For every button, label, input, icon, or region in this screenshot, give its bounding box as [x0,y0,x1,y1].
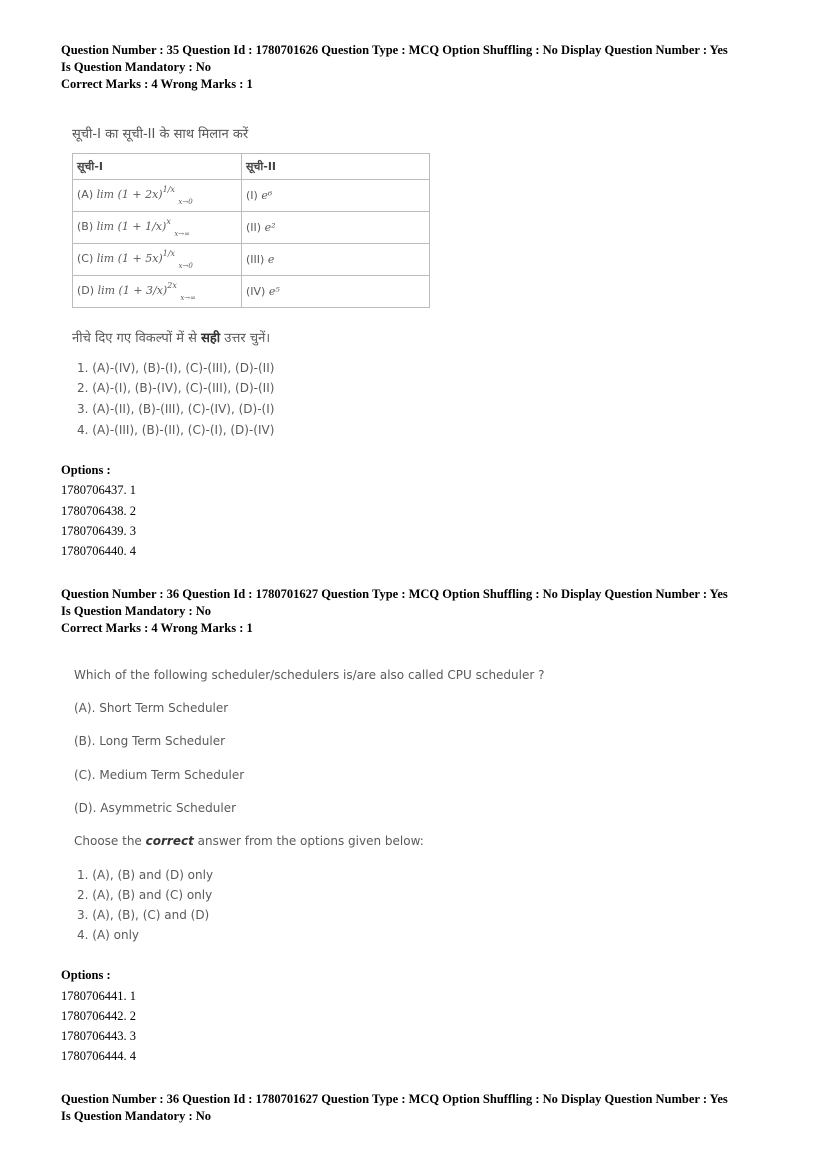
q35-header [61,42,781,93]
result-expression: e [267,253,275,266]
q36-option-3: 1780706443. 3 [61,1029,136,1043]
q35-answer-4: 4. (A)-(III), (B)-(II), (C)-(I), (D)-(IV) [77,423,275,437]
q36-answer-3: 3. (A), (B), (C) and (D) [77,908,210,922]
q35-options-title: Options : [61,463,111,477]
q35-option-1: 1780706437. 1 [61,483,136,497]
row-label: (B) [77,220,94,233]
row-label: (A) [77,188,94,201]
q36-answer-2: 2. (A), (B) and (C) only [77,888,213,902]
q36-item-a: (A). Short Term Scheduler [74,701,229,715]
q35-row-c-left [73,244,242,276]
q35-answer-2: 2. (A)-(I), (B)-(IV), (C)-(III), (D)-(II) [77,381,275,395]
q35-match-table [72,153,430,308]
q35-table-header-list1: सूची-I [73,154,242,180]
table-row [73,180,430,212]
q35-row-a-right [242,180,430,212]
q36-item-b: (B). Long Term Scheduler [74,734,226,748]
result-expression: e⁶ [261,189,273,202]
q35-row-a-left [73,180,242,212]
q35-answer-1: 1. (A)-(IV), (B)-(I), (C)-(III), (D)-(II) [77,361,275,375]
q35-row-b-left [73,212,242,244]
q35-header-line3: Correct Marks : 4 Wrong Marks : 1 [61,77,253,91]
row-label: (I) [246,189,258,202]
q36-header-line2: Is Question Mandatory : No [61,604,212,618]
q36-choose-instruction: Choose the correct answer from the options given below: [74,834,424,848]
q35-row-b-right [242,212,430,244]
limit-expression: $\lim (1 + 1/x)^x$ $_{x\to\infty}$ [96,217,190,238]
q35-table-header-list2: सूची-II [242,154,430,180]
q36-option-4: 1780706444. 4 [61,1049,136,1063]
q35-option-3: 1780706439. 3 [61,524,136,538]
q36-option-2: 1780706442. 2 [61,1009,136,1023]
q36-item-c: (C). Medium Term Scheduler [74,768,245,782]
table-row [73,276,430,308]
q36-header [61,586,781,637]
table-row [73,212,430,244]
row-label: (C) [77,252,94,265]
q35-header-line2: Is Question Mandatory : No [61,60,212,74]
limit-expression: $\lim (1 + 2x)^{1/x}$ $_{x\to 0}$ [96,185,193,206]
q36-header-line3: Correct Marks : 4 Wrong Marks : 1 [61,621,253,635]
result-expression: e⁵ [268,285,280,298]
limit-expression: $\lim (1 + 5x)^{1/x}$ $_{x\to 0}$ [96,249,193,270]
row-label: (IV) [246,285,266,298]
q36b-header-line2: Is Question Mandatory : No [61,1109,212,1123]
q36-question-text: Which of the following scheduler/schedulers is/are also called CPU scheduler ? [74,668,545,682]
result-expression: e² [264,221,276,234]
q36-answer-1: 1. (A), (B) and (D) only [77,868,214,882]
row-label: (D) [77,284,95,297]
q36-options-title: Options : [61,968,111,982]
q36b-header-line1: Question Number : 36 Question Id : 1780701627 Question Type : MCQ Option Shuffling : No Display Question Number : Yes [61,1092,728,1106]
q36-item-d: (D). Asymmetric Scheduler [74,801,237,815]
q35-row-d-right [242,276,430,308]
row-label: (III) [246,253,265,266]
table-row [73,244,430,276]
q35-header-line1: Question Number : 35 Question Id : 1780701626 Question Type : MCQ Option Shuffling : No Display Question Number : Yes [61,43,728,57]
row-label: (II) [246,221,262,234]
q35-row-c-right [242,244,430,276]
q35-option-2: 1780706438. 2 [61,504,136,518]
q35-choose-instruction: नीचे दिए गए विकल्पों में से सही उत्तर चुनें। [72,331,271,346]
q36b-header [61,1091,781,1125]
q35-answer-3: 3. (A)-(II), (B)-(III), (C)-(IV), (D)-(I) [77,402,275,416]
q36-option-1: 1780706441. 1 [61,989,136,1003]
q35-row-d-left [73,276,242,308]
q36-answer-4: 4. (A) only [77,928,140,942]
q36-header-line1: Question Number : 36 Question Id : 1780701627 Question Type : MCQ Option Shuffling : No Display Question Number : Yes [61,587,728,601]
q35-instruction: सूची-I का सूची-II के साथ मिलान करें [72,127,249,142]
q35-option-4: 1780706440. 4 [61,544,136,558]
limit-expression: $\lim (1 + 3/x)^{2x}$ $_{x\to\infty}$ [97,281,196,302]
